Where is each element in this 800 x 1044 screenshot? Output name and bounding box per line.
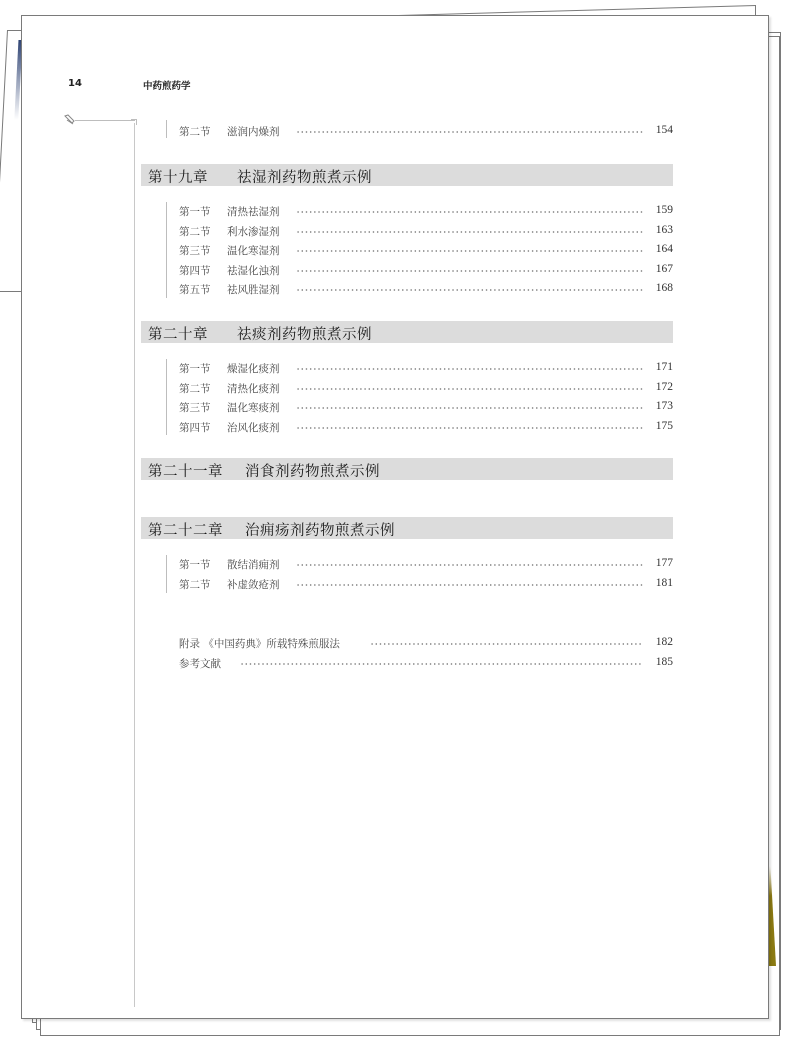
page-ref: 182: [655, 636, 673, 648]
toc-entry[interactable]: [166, 418, 673, 436]
chapter-title: 治痈疡剂药物煎煮示例: [245, 523, 395, 539]
section-title: 清热祛湿剂: [227, 206, 280, 218]
toc-entry[interactable]: [166, 280, 673, 298]
leader-dots: [370, 643, 643, 645]
chapter-number: 第二十一章: [148, 464, 223, 480]
page-ref: 172: [655, 380, 673, 393]
page-ref: 164: [655, 243, 673, 255]
leader-dots: [296, 427, 643, 429]
section-number: 第二节: [179, 578, 211, 591]
toc-page: [21, 15, 769, 1019]
page-ref: 154: [655, 124, 673, 136]
toc-entry[interactable]: [166, 122, 673, 140]
toc-entry[interactable]: [166, 555, 673, 573]
section-number: 第四节: [179, 264, 211, 277]
chapter-heading[interactable]: [141, 164, 673, 186]
chapter-heading[interactable]: [141, 458, 673, 480]
leader-dots: [296, 388, 643, 390]
toc-entry-appendix[interactable]: [166, 634, 673, 652]
toc-entry[interactable]: [166, 261, 673, 279]
page-ref: 175: [655, 419, 673, 432]
section-title: 祛湿化浊剂: [227, 264, 280, 277]
chapter-title: 祛湿剂药物煎煮示例: [237, 170, 372, 186]
section-number: 第三节: [179, 402, 211, 414]
toc-entry[interactable]: [166, 379, 673, 397]
page-ref: 163: [655, 223, 673, 236]
page-ref: 168: [655, 282, 673, 294]
page-ref: 159: [655, 204, 673, 216]
toc-entry[interactable]: [166, 575, 673, 593]
references-title: 参考文献: [179, 657, 221, 670]
leader-dots: [296, 407, 643, 409]
section-number: 第一节: [179, 559, 211, 571]
chapter-heading[interactable]: [141, 517, 673, 539]
leader-dots: [296, 250, 643, 252]
section-title: 滋润内燥剂: [227, 126, 280, 138]
section-title: 治风化痰剂: [227, 421, 280, 434]
chapter-number: 第二十二章: [148, 523, 223, 539]
section-title: 清热化痰剂: [227, 382, 280, 395]
toc-entry[interactable]: [166, 222, 673, 240]
chapter-number: 第十九章: [148, 170, 208, 186]
leader-dots: [296, 368, 643, 370]
toc-entry[interactable]: [166, 359, 673, 377]
margin-rule-vertical: [134, 123, 135, 1007]
leader-dots: [296, 584, 643, 586]
section-number: 第二节: [179, 382, 211, 395]
page-ref: 173: [655, 400, 673, 412]
section-number: 第一节: [179, 363, 211, 375]
toc-entry[interactable]: [166, 398, 673, 416]
page-ref: 181: [655, 576, 673, 589]
leader-dots: [296, 211, 643, 213]
page-ref: 167: [655, 262, 673, 275]
section-title: 利水渗湿剂: [227, 225, 280, 238]
toc-entry-references[interactable]: [166, 654, 673, 672]
section-title: 祛风胜湿剂: [227, 284, 280, 296]
running-title: 中药煎药学: [143, 81, 191, 92]
page-ref: 185: [655, 655, 673, 668]
section-number: 第三节: [179, 245, 211, 257]
section-title: 散结消痈剂: [227, 559, 280, 571]
leader-dots: [296, 131, 643, 133]
section-number: 第四节: [179, 421, 211, 434]
section-number: 第一节: [179, 206, 211, 218]
page-ref: 171: [655, 361, 673, 373]
leader-dots: [296, 231, 643, 233]
toc-entry[interactable]: [166, 202, 673, 220]
appendix-title: 附录 《中国药典》所载特殊煎服法: [179, 638, 340, 650]
section-title: 补虚敛疮剂: [227, 578, 280, 591]
leader-dots: [240, 663, 643, 665]
margin-rule-horizontal: [75, 120, 135, 121]
page-ref: 177: [655, 557, 673, 569]
page-number: 14: [68, 78, 82, 89]
leader-dots: [296, 270, 643, 272]
section-number: 第五节: [179, 284, 211, 296]
section-title: 温化寒湿剂: [227, 245, 280, 257]
chapter-heading[interactable]: [141, 321, 673, 343]
section-number: 第二节: [179, 126, 211, 138]
chapter-title: 祛痰剂药物煎煮示例: [237, 327, 372, 343]
section-title: 燥湿化痰剂: [227, 363, 280, 375]
leader-dots: [296, 564, 643, 566]
chapter-number: 第二十章: [148, 327, 208, 343]
toc-entry[interactable]: [166, 241, 673, 259]
section-title: 温化寒痰剂: [227, 402, 280, 414]
section-number: 第二节: [179, 225, 211, 238]
chapter-title: 消食剂药物煎煮示例: [245, 464, 380, 480]
leader-dots: [296, 289, 643, 291]
